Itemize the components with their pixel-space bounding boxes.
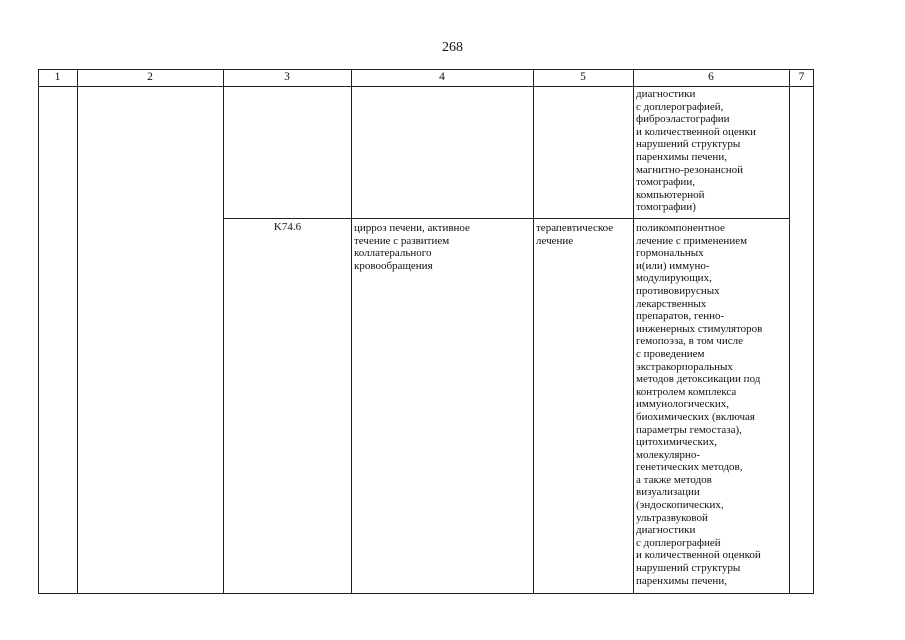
- row2-treatment-method: поликомпонентное лечение с применением гормональных и(или) иммуно- модулирующих, противовирусных лекарственных препаратов, генно- инженерных стимуляторов гемопоэза, в том числе с проведением экстракорпоральных методов детоксикации под контролем комплекса иммунологических, биохимических (включая параметры гемостаза), цитохимических, молекулярно- генетических методов, а также методов визуализации (эндоскопических, ультразвуковой диагностики с доплерографией и количественной оценкой нарушений структуры паренхимы печени,: [636, 222, 763, 587]
- column-divider-2-3: [223, 69, 224, 594]
- column-divider-3-4: [351, 69, 352, 594]
- data-table: [38, 69, 814, 594]
- column-header-2: 2: [147, 71, 153, 83]
- table-right-border: [813, 69, 814, 594]
- row1-column6-text: диагностики с доплерографией, фиброэластографии и количественной оценки нарушений структуры паренхимы печени, магнитно-резонансной томографии, компьютерной томографии): [636, 88, 756, 214]
- column-header-4: 4: [439, 71, 445, 83]
- table-bottom-border: [38, 593, 814, 594]
- column-divider-4-5: [533, 69, 534, 594]
- column-header-7: 7: [798, 71, 805, 83]
- row2-treatment-type: терапевтическое лечение: [536, 222, 614, 247]
- page-number: 268: [442, 40, 463, 55]
- row2-diagnosis-code: K74.6: [273, 221, 302, 233]
- column-divider-1-2: [77, 69, 78, 594]
- header-bottom-border: [38, 86, 814, 87]
- column-header-5: 5: [580, 71, 586, 83]
- row-separator: [223, 218, 789, 219]
- column-divider-6-7: [789, 69, 790, 594]
- column-divider-5-6: [633, 69, 634, 594]
- table-left-border: [38, 69, 39, 594]
- column-header-6: 6: [708, 71, 714, 83]
- column-header-1: 1: [54, 71, 61, 83]
- column-header-3: 3: [284, 71, 290, 83]
- row2-disease-description: цирроз печени, активное течение с развитием коллатерального кровообращения: [354, 222, 470, 272]
